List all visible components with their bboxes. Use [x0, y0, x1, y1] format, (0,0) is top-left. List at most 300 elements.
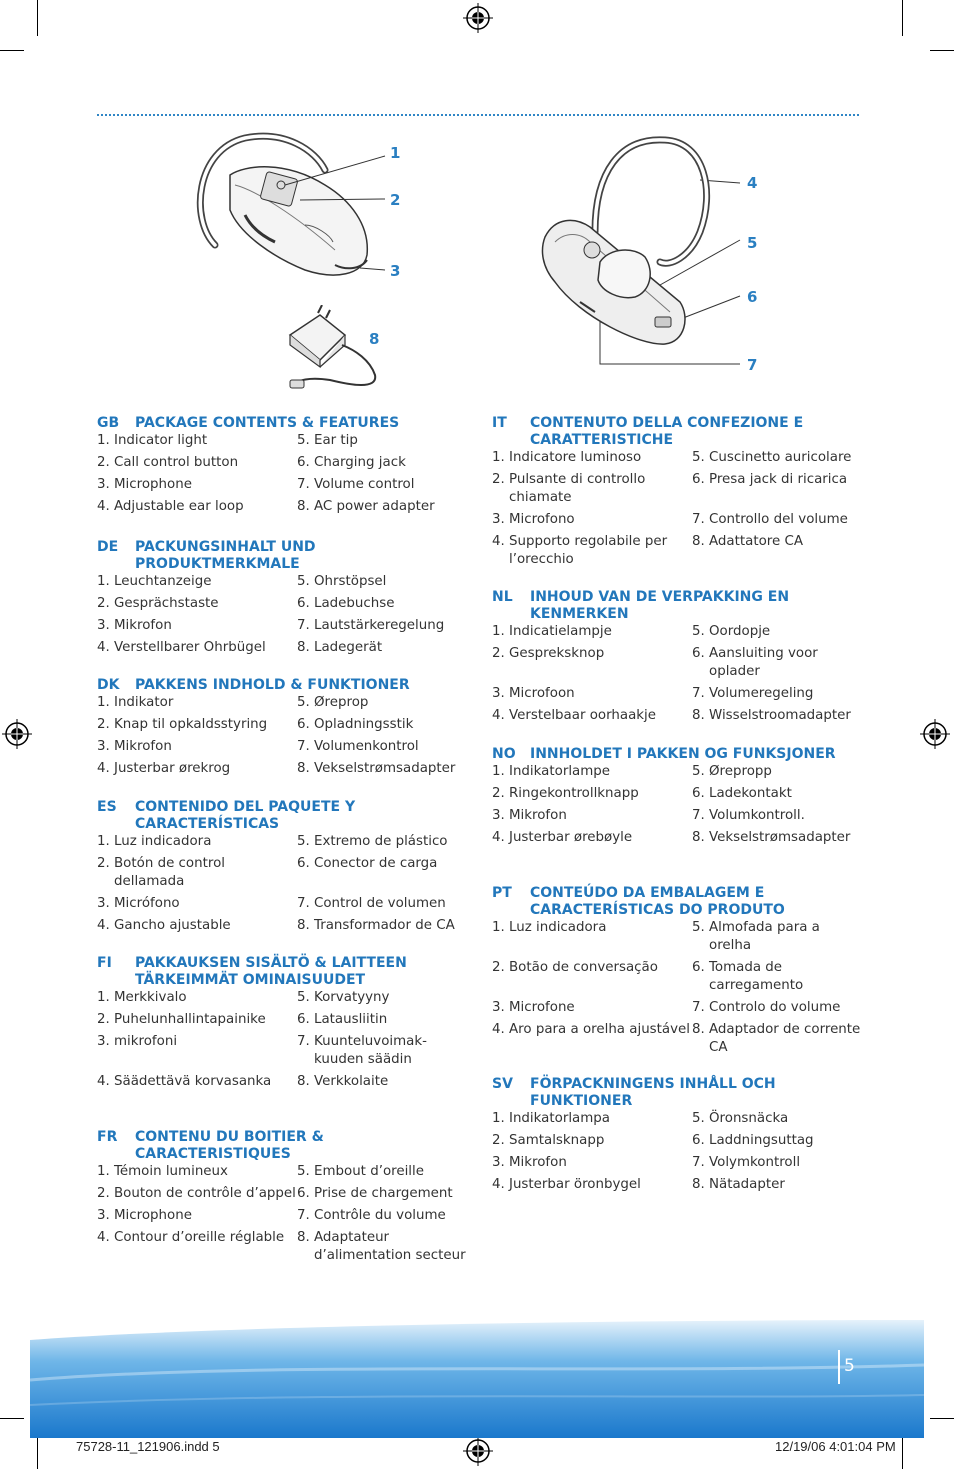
- crop-mark: [930, 1418, 954, 1419]
- item-number: 5.: [692, 624, 705, 639]
- item-label: Vekselstrømsadapter: [709, 830, 851, 845]
- feature-list-item: [692, 471, 862, 511]
- feature-list-item: [492, 471, 692, 511]
- item-label: Verkkolaite: [314, 1074, 389, 1089]
- item-label: Pulsante di controllo chiamate: [509, 472, 646, 505]
- section-sv: [492, 1076, 862, 1198]
- section-title: PACKAGE CONTENTS & FEATURES: [135, 415, 400, 431]
- feature-list-item: [297, 432, 467, 454]
- item-label: Mikrofon: [509, 1155, 567, 1170]
- item-number: 4.: [492, 534, 505, 549]
- feature-list-item: [297, 498, 467, 520]
- item-label: Ringekontrollknapp: [509, 786, 639, 801]
- item-label: Adaptateur d’alimentation secteur: [314, 1230, 466, 1263]
- item-number: 7.: [297, 618, 310, 633]
- ac-adapter-illustration: [280, 305, 390, 400]
- section-title: CONTEÚDO DA EMBALAGEM E CARACTERÍSTICAS DO PRODUTO: [530, 885, 785, 918]
- item-label: Almofada para a orelha: [709, 920, 820, 953]
- feature-list-item: [692, 959, 862, 999]
- feature-list-item: [97, 595, 297, 617]
- slug-timestamp: 12/19/06 4:01:04 PM: [775, 1439, 896, 1454]
- language-code: NO: [492, 746, 516, 762]
- feature-list-item: [297, 716, 467, 738]
- footer-gradient-band: [30, 1320, 924, 1438]
- feature-list-item: [297, 617, 467, 639]
- section-title: PAKKAUKSEN SISÄLTÖ & LAITTEEN TÄRKEIMMÄT OMINAISUUDET: [135, 955, 407, 988]
- item-label: Control de volumen: [314, 896, 446, 911]
- section-fi: [97, 955, 467, 1095]
- feature-list-item: [492, 449, 692, 471]
- feature-list-item: [297, 760, 467, 782]
- item-label: Knap til opkaldsstyring: [114, 717, 268, 732]
- item-number: 3.: [97, 739, 110, 754]
- section-heading: [97, 677, 467, 694]
- item-number: 8.: [692, 534, 705, 549]
- item-label: Oordopje: [709, 624, 771, 639]
- language-code: FI: [97, 955, 112, 971]
- item-number: 6.: [297, 455, 310, 470]
- item-label: Korvatyyny: [314, 990, 390, 1005]
- item-label: Adattatore CA: [709, 534, 803, 549]
- item-number: 2.: [492, 786, 505, 801]
- feature-list-item: [692, 1154, 862, 1176]
- section-fr: [97, 1129, 467, 1269]
- item-label: Cuscinetto auricolare: [709, 450, 852, 465]
- item-label: Opladningsstik: [314, 717, 414, 732]
- item-number: 4.: [97, 499, 110, 514]
- feature-list-item: [492, 533, 692, 573]
- callout-5: 5: [747, 234, 758, 252]
- feature-list-item: [692, 1021, 862, 1061]
- feature-list-item: [692, 1132, 862, 1154]
- item-number: 5.: [297, 834, 310, 849]
- item-number: 3.: [492, 1155, 505, 1170]
- item-label: Microphone: [114, 477, 192, 492]
- feature-list-item: [492, 1132, 692, 1154]
- feature-list-item: [492, 919, 692, 959]
- section-heading: [492, 1076, 862, 1110]
- feature-list-item: [297, 1185, 467, 1207]
- item-number: 2.: [492, 1133, 505, 1148]
- section-title: INNHOLDET I PAKKEN OG FUNKSJONER: [530, 746, 836, 762]
- item-label: Mikrofon: [509, 808, 567, 823]
- feature-list-item: [297, 476, 467, 498]
- feature-list-item: [692, 999, 862, 1021]
- item-number: 2.: [492, 960, 505, 975]
- feature-list-item: [492, 1021, 692, 1061]
- feature-list-item: [97, 738, 297, 760]
- item-number: 1.: [97, 1164, 110, 1179]
- item-number: 8.: [297, 1074, 310, 1089]
- item-number: 4.: [492, 830, 505, 845]
- item-number: 2.: [97, 856, 110, 871]
- feature-list-item: [297, 833, 467, 855]
- item-number: 5.: [297, 990, 310, 1005]
- item-label: Controllo del volume: [709, 512, 848, 527]
- feature-list-item: [297, 454, 467, 476]
- item-number: 4.: [97, 918, 110, 933]
- item-number: 4.: [492, 1022, 505, 1037]
- item-label: Tomada de carregamento: [709, 960, 804, 993]
- section-no: [492, 746, 862, 851]
- item-label: Call control button: [114, 455, 239, 470]
- section-heading: [97, 539, 467, 573]
- feature-list-item: [297, 989, 467, 1011]
- feature-list-item: [297, 1033, 467, 1073]
- item-number: 1.: [97, 990, 110, 1005]
- item-label: Contour d’oreille réglable: [114, 1230, 285, 1245]
- item-number: 3.: [97, 1208, 110, 1223]
- item-number: 5.: [297, 695, 310, 710]
- item-number: 6.: [692, 960, 705, 975]
- feature-list-item: [492, 645, 692, 685]
- item-number: 2.: [97, 1186, 110, 1201]
- language-code: DE: [97, 539, 119, 555]
- item-label: Botão de conversação: [509, 960, 658, 975]
- section-heading: [97, 955, 467, 989]
- item-number: 6.: [692, 786, 705, 801]
- item-label: Mikrofon: [114, 618, 172, 633]
- feature-list-item: [492, 623, 692, 645]
- feature-list-item: [692, 829, 862, 851]
- section-it: [492, 415, 862, 573]
- callout-6: 6: [747, 288, 758, 306]
- item-number: 1.: [492, 450, 505, 465]
- feature-list-item: [97, 1185, 297, 1207]
- item-number: 1.: [492, 920, 505, 935]
- feature-list-item: [297, 1073, 467, 1095]
- item-number: 4.: [97, 1074, 110, 1089]
- feature-list-item: [692, 533, 862, 573]
- item-number: 1.: [97, 433, 110, 448]
- item-label: Säädettävä korvasanka: [114, 1074, 272, 1089]
- item-label: Ohrstöpsel: [314, 574, 387, 589]
- page-number: 5: [844, 1356, 855, 1376]
- item-label: Gespreksknop: [509, 646, 605, 661]
- item-label: Justerbar öronbygel: [509, 1177, 641, 1192]
- feature-list-item: [692, 685, 862, 707]
- item-number: 6.: [297, 856, 310, 871]
- feature-list-item: [97, 432, 297, 454]
- feature-list-item: [297, 1207, 467, 1229]
- language-code: PT: [492, 885, 512, 901]
- section-title: PACKUNGSINHALT UND PRODUKTMERKMALE: [135, 539, 316, 572]
- feature-list-item: [297, 917, 467, 939]
- feature-list-item: [297, 694, 467, 716]
- callout-2: 2: [390, 191, 401, 209]
- item-number: 5.: [692, 764, 705, 779]
- feature-list-item: [297, 1163, 467, 1185]
- callout-1: 1: [390, 144, 401, 162]
- feature-list-item: [97, 895, 297, 917]
- registration-mark-icon: [920, 719, 950, 749]
- item-number: 8.: [692, 1177, 705, 1192]
- item-label: AC power adapter: [314, 499, 435, 514]
- item-label: Indikatorlampa: [509, 1111, 611, 1126]
- section-heading: [492, 885, 862, 919]
- feature-list-item: [97, 1163, 297, 1185]
- item-number: 1.: [97, 695, 110, 710]
- section-heading: [492, 415, 862, 449]
- feature-list-item: [692, 623, 862, 645]
- section-heading: [492, 589, 862, 623]
- headset-back-illustration: [540, 132, 740, 357]
- feature-list-item: [492, 807, 692, 829]
- section-title: CONTENIDO DEL PAQUETE Y CARACTERÍSTICAS: [135, 799, 356, 832]
- feature-list-item: [492, 707, 692, 729]
- item-number: 1.: [492, 764, 505, 779]
- item-number: 5.: [297, 1164, 310, 1179]
- item-label: Nätadapter: [709, 1177, 785, 1192]
- feature-list-item: [297, 738, 467, 760]
- crop-mark: [0, 1418, 24, 1419]
- feature-list-item: [97, 1207, 297, 1229]
- item-label: Indikator: [114, 695, 174, 710]
- item-label: Ladekontakt: [709, 786, 792, 801]
- feature-list-item: [97, 694, 297, 716]
- item-number: 7.: [297, 1034, 310, 1049]
- item-label: Indicatore luminoso: [509, 450, 642, 465]
- item-label: Controlo do volume: [709, 1000, 841, 1015]
- item-label: Vekselstrømsadapter: [314, 761, 456, 776]
- item-number: 1.: [97, 834, 110, 849]
- item-number: 5.: [692, 450, 705, 465]
- registration-mark-icon: [463, 1436, 493, 1466]
- feature-list-item: [97, 573, 297, 595]
- feature-list-item: [492, 685, 692, 707]
- item-number: 4.: [492, 1177, 505, 1192]
- feature-list-item: [97, 917, 297, 939]
- feature-list-item: [692, 707, 862, 729]
- feature-list-item: [492, 829, 692, 851]
- feature-list-item: [492, 1176, 692, 1198]
- item-label: Transformador de CA: [314, 918, 455, 933]
- callout-8: 8: [369, 330, 380, 348]
- item-label: Microfono: [509, 512, 575, 527]
- item-number: 3.: [97, 618, 110, 633]
- item-number: 6.: [692, 1133, 705, 1148]
- feature-list-item: [297, 1011, 467, 1033]
- item-number: 1.: [492, 1111, 505, 1126]
- item-number: 1.: [97, 574, 110, 589]
- item-label: Ørepropp: [709, 764, 772, 779]
- section-title: PAKKENS INDHOLD & FUNKTIONER: [135, 677, 410, 693]
- item-number: 5.: [297, 433, 310, 448]
- feature-list-item: [492, 511, 692, 533]
- feature-list-item: [692, 1176, 862, 1198]
- callout-4: 4: [747, 174, 758, 192]
- feature-list-item: [97, 989, 297, 1011]
- item-number: 7.: [692, 512, 705, 527]
- language-code: ES: [97, 799, 117, 815]
- feature-list-item: [97, 498, 297, 520]
- item-label: Volumeregeling: [709, 686, 814, 701]
- item-number: 7.: [692, 808, 705, 823]
- item-number: 2.: [97, 717, 110, 732]
- item-label: Indicator light: [114, 433, 208, 448]
- item-label: Charging jack: [314, 455, 406, 470]
- feature-list-item: [97, 760, 297, 782]
- item-label: Indikatorlampe: [509, 764, 611, 779]
- item-number: 6.: [692, 472, 705, 487]
- item-number: 7.: [692, 1000, 705, 1015]
- language-code: DK: [97, 677, 120, 693]
- feature-list-item: [97, 639, 297, 661]
- feature-list-item: [692, 919, 862, 959]
- item-label: Luz indicadora: [509, 920, 607, 935]
- item-number: 5.: [297, 574, 310, 589]
- section-title: FÖRPACKNINGENS INHÅLL OCH FUNKTIONER: [530, 1076, 776, 1109]
- feature-list-item: [692, 785, 862, 807]
- section-nl: [492, 589, 862, 729]
- feature-list-item: [297, 895, 467, 917]
- feature-list-item: [492, 1154, 692, 1176]
- item-label: Indicatielampje: [509, 624, 612, 639]
- item-label: Kuunteluvoimak-kuuden säädin: [314, 1034, 427, 1067]
- feature-list-item: [297, 573, 467, 595]
- item-label: Microfoon: [509, 686, 575, 701]
- item-label: Bouton de contrôle d’appel: [114, 1186, 296, 1201]
- item-number: 8.: [692, 830, 705, 845]
- feature-list-item: [97, 1011, 297, 1033]
- feature-list-item: [692, 807, 862, 829]
- item-label: Gancho ajustable: [114, 918, 231, 933]
- item-label: Merkkivalo: [114, 990, 187, 1005]
- leader-lines: [0, 0, 954, 400]
- item-label: Aro para a orelha ajustável: [509, 1022, 690, 1037]
- feature-list-item: [297, 639, 467, 661]
- item-label: Mikrofon: [114, 739, 172, 754]
- item-number: 2.: [492, 646, 505, 661]
- section-heading: [97, 799, 467, 833]
- item-number: 6.: [692, 646, 705, 661]
- feature-list-item: [97, 1229, 297, 1269]
- item-label: Témoin lumineux: [114, 1164, 228, 1179]
- section-heading: [97, 1129, 467, 1163]
- item-label: Gesprächstaste: [114, 596, 219, 611]
- registration-mark-icon: [2, 719, 32, 749]
- item-label: Adjustable ear loop: [114, 499, 244, 514]
- feature-list-item: [97, 454, 297, 476]
- feature-list-item: [297, 855, 467, 895]
- item-label: Prise de chargement: [314, 1186, 453, 1201]
- section-pt: [492, 885, 862, 1061]
- feature-list-item: [492, 959, 692, 999]
- item-number: 7.: [297, 1208, 310, 1223]
- item-number: 2.: [97, 596, 110, 611]
- feature-list-item: [492, 785, 692, 807]
- item-label: Volumkontroll.: [709, 808, 805, 823]
- item-number: 4.: [97, 761, 110, 776]
- item-number: 2.: [492, 472, 505, 487]
- feature-list-item: [692, 449, 862, 471]
- feature-list-item: [492, 763, 692, 785]
- item-number: 7.: [692, 1155, 705, 1170]
- section-heading: [97, 415, 467, 432]
- item-label: Conector de carga: [314, 856, 438, 871]
- feature-list-item: [492, 1110, 692, 1132]
- item-number: 2.: [97, 455, 110, 470]
- item-label: Samtalsknapp: [509, 1133, 605, 1148]
- item-label: Ladegerät: [314, 640, 383, 655]
- item-number: 2.: [97, 1012, 110, 1027]
- item-label: Lautstärkeregelung: [314, 618, 445, 633]
- item-number: 6.: [297, 1186, 310, 1201]
- item-number: 5.: [692, 1111, 705, 1126]
- feature-list-item: [97, 1033, 297, 1073]
- item-label: Volume control: [314, 477, 415, 492]
- feature-list-item: [97, 716, 297, 738]
- feature-list-item: [97, 1073, 297, 1095]
- section-dk: [97, 677, 467, 782]
- crop-mark: [902, 1433, 903, 1469]
- callout-7: 7: [747, 356, 758, 374]
- item-label: Supporto regolabile per l’orecchio: [509, 534, 668, 567]
- item-label: Botón de control dellamada: [114, 856, 225, 889]
- item-label: Aansluiting voor oplader: [709, 646, 818, 679]
- item-label: Luz indicadora: [114, 834, 212, 849]
- item-label: Laddningsuttag: [709, 1133, 814, 1148]
- item-label: Verstellbarer Ohrbügel: [114, 640, 266, 655]
- item-label: Øreprop: [314, 695, 369, 710]
- language-code: FR: [97, 1129, 118, 1145]
- section-title: CONTENUTO DELLA CONFEZIONE E CARATTERISTICHE: [530, 415, 804, 448]
- section-title: INHOUD VAN DE VERPAKKING EN KENMERKEN: [530, 589, 790, 622]
- slug-file-info: 75728-11_121906.indd 5: [76, 1439, 220, 1454]
- item-number: 3.: [97, 477, 110, 492]
- section-gb: [97, 415, 467, 520]
- item-label: Volumenkontrol: [314, 739, 419, 754]
- feature-list-item: [692, 511, 862, 533]
- feature-list-item: [97, 855, 297, 895]
- item-number: 6.: [297, 1012, 310, 1027]
- item-number: 6.: [297, 596, 310, 611]
- item-number: 3.: [97, 1034, 110, 1049]
- callout-3: 3: [390, 262, 401, 280]
- item-number: 1.: [492, 624, 505, 639]
- feature-list-item: [692, 1110, 862, 1132]
- feature-list-item: [692, 763, 862, 785]
- feature-list-item: [97, 476, 297, 498]
- item-number: 8.: [297, 1230, 310, 1245]
- item-number: 8.: [692, 1022, 705, 1037]
- item-label: Puhelunhallintapainike: [114, 1012, 266, 1027]
- section-es: [97, 799, 467, 939]
- item-label: Wisselstroomadapter: [709, 708, 851, 723]
- section-de: [97, 539, 467, 661]
- item-label: Ear tip: [314, 433, 358, 448]
- item-label: Leuchtanzeige: [114, 574, 212, 589]
- item-label: Öronsnäcka: [709, 1111, 789, 1126]
- item-label: Justerbar ørebøyle: [509, 830, 633, 845]
- feature-list-item: [97, 617, 297, 639]
- item-label: Extremo de plástico: [314, 834, 448, 849]
- item-label: Micrófono: [114, 896, 180, 911]
- item-number: 4.: [492, 708, 505, 723]
- item-number: 3.: [492, 1000, 505, 1015]
- feature-list-item: [297, 1229, 467, 1269]
- item-number: 7.: [297, 896, 310, 911]
- item-number: 8.: [297, 499, 310, 514]
- feature-list-item: [297, 595, 467, 617]
- item-label: Adaptador de corrente CA: [709, 1022, 861, 1055]
- page-number-divider: [838, 1350, 840, 1384]
- item-label: Latausliitin: [314, 1012, 388, 1027]
- item-number: 4.: [97, 1230, 110, 1245]
- item-label: Volymkontroll: [709, 1155, 801, 1170]
- section-title: CONTENU DU BOITIER & CARACTERISTIQUES: [135, 1129, 324, 1162]
- item-number: 3.: [492, 512, 505, 527]
